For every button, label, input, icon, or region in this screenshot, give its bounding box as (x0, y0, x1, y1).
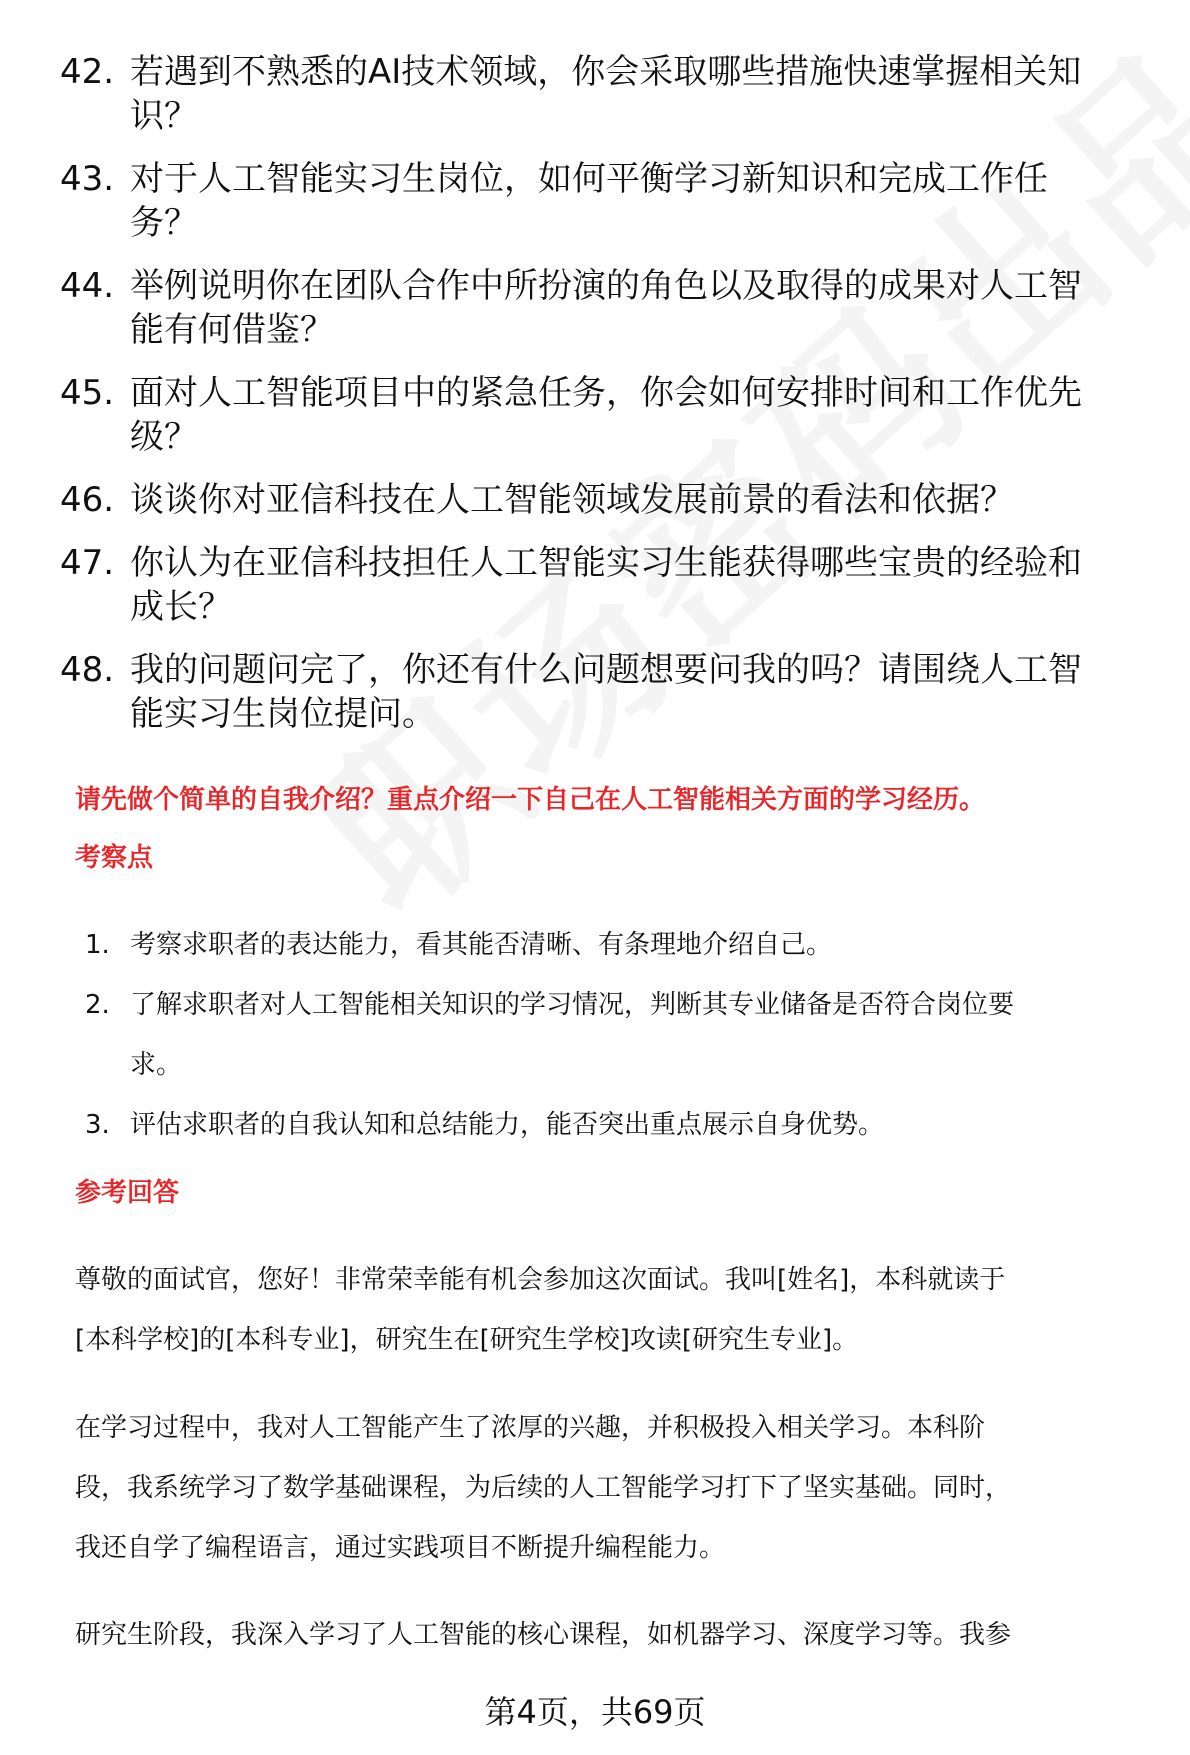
answer-heading-section (75, 1175, 1155, 1211)
exam-point-text (130, 975, 1155, 1095)
answer-paragraph (75, 1605, 1155, 1665)
question-item (60, 648, 1150, 736)
question-text (130, 157, 1150, 245)
page-footer: 第4页，共69页 (484, 1693, 706, 1731)
exam-point-text: 评估求职者的自我认知和总结能力，能否突出重点展示自身优势。 (130, 1110, 885, 1140)
question-number: 45. (60, 373, 115, 413)
question-line: 谈谈你对亚信科技在人工智能领域发展前景的看法和依据？ (130, 480, 1014, 520)
exam-point-number: 3. (85, 1110, 110, 1140)
question-line: 识？ (130, 96, 198, 136)
question-line: 成长？ (130, 587, 232, 627)
question-line: 能有何借鉴？ (130, 310, 334, 350)
question-item (60, 157, 1150, 245)
answer-heading: 参考回答 (75, 1178, 180, 1208)
exam-point-text: 考察求职者的表达能力，看其能否清晰、有条理地介绍自己。 (130, 930, 833, 960)
exam-points-list (85, 915, 1155, 1155)
question-title-section (75, 782, 1155, 818)
question-line: 若遇到不熟悉的AI技术领域，你会采取哪些措施快速掌握相关知 (130, 52, 1082, 92)
exam-point-item (85, 915, 1155, 975)
question-line: 级？ (130, 417, 198, 457)
question-title: 请先做个简单的自我介绍？重点介绍一下自己在人工智能相关方面的学习经历。 (75, 785, 986, 815)
question-line: 我的问题问完了，你还有什么问题想要问我的吗？请围绕人工智 (130, 650, 1082, 690)
exam-point-item (85, 975, 1155, 1095)
question-text (130, 371, 1150, 459)
paragraph-line: 段，我系统学习了数学基础课程，为后续的人工智能学习打下了坚实基础。同时， (75, 1473, 1012, 1503)
exam-point-line: 了解求职者对人工智能相关知识的学习情况，判断其专业储备是否符合岗位要 (130, 990, 1015, 1020)
exam-points-heading-section (75, 840, 1155, 876)
exam-point-line: 求。 (130, 1050, 183, 1080)
question-line: 面对人工智能项目中的紧急任务，你会如何安排时间和工作优先 (130, 373, 1082, 413)
question-item (60, 478, 1150, 522)
question-text (130, 648, 1150, 736)
paragraph-line: 在学习过程中，我对人工智能产生了浓厚的兴趣，并积极投入相关学习。本科阶 (75, 1413, 986, 1443)
question-number: 42. (60, 52, 115, 92)
question-text (130, 541, 1150, 629)
question-item (60, 50, 1150, 138)
question-item (60, 264, 1150, 352)
question-text (130, 478, 1150, 522)
exam-point-number: 1. (85, 930, 110, 960)
question-number: 48. (60, 650, 115, 690)
exam-points-heading: 考察点 (75, 843, 154, 873)
question-text (130, 264, 1150, 352)
question-line: 举例说明你在团队合作中所扮演的角色以及取得的成果对人工智 (130, 266, 1082, 306)
question-line: 对于人工智能实习生岗位，如何平衡学习新知识和完成工作任 (130, 159, 1048, 199)
exam-point-item (85, 1095, 1155, 1155)
exam-point-number: 2. (85, 990, 110, 1020)
answer-paragraph (75, 1398, 1155, 1578)
question-line: 你认为在亚信科技担任人工智能实习生能获得哪些宝贵的经验和 (130, 543, 1082, 583)
question-line: 务？ (130, 203, 198, 243)
question-number: 43. (60, 159, 115, 199)
question-number: 46. (60, 480, 115, 520)
question-line: 能实习生岗位提问。 (130, 694, 436, 734)
question-text (130, 50, 1150, 138)
question-item (60, 541, 1150, 629)
question-item (60, 371, 1150, 459)
question-number: 47. (60, 543, 115, 583)
answer-paragraph (75, 1250, 1155, 1370)
paragraph-line: [本科学校]的[本科专业]，研究生在[研究生学校]攻读[研究生专业]。 (75, 1325, 859, 1355)
question-list (60, 50, 1150, 755)
paragraph-line: 尊敬的面试官，您好！非常荣幸能有机会参加这次面试。我叫[姓名]，本科就读于 (75, 1265, 1006, 1295)
paragraph-line: 研究生阶段，我深入学习了人工智能的核心课程，如机器学习、深度学习等。我参 (75, 1620, 1012, 1650)
question-number: 44. (60, 266, 115, 306)
paragraph-line: 我还自学了编程语言，通过实践项目不断提升编程能力。 (75, 1533, 726, 1563)
